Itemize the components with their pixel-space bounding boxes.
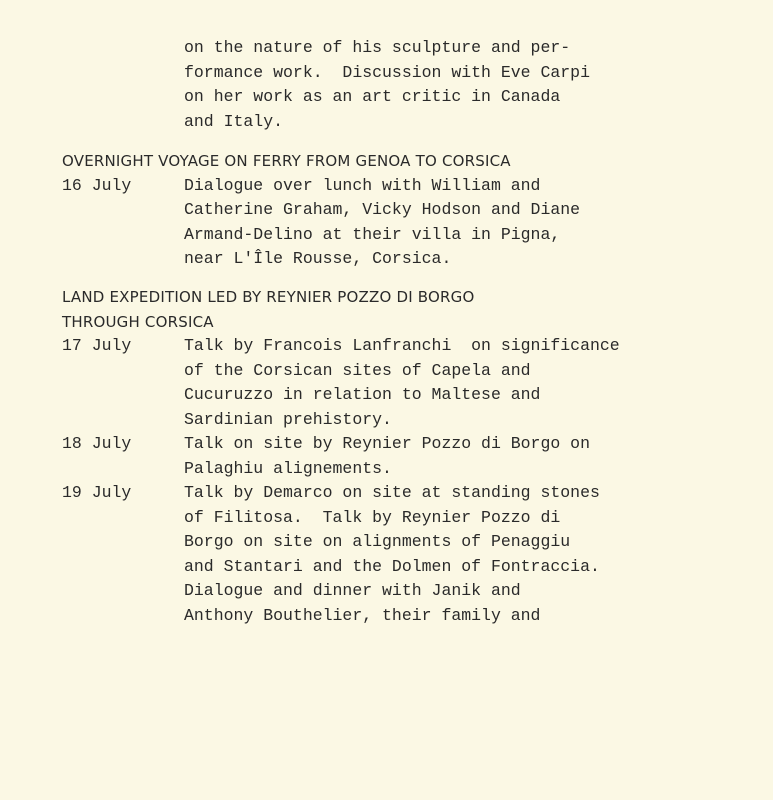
entry-line: Catherine Graham, Vicky Hodson and Diane: [184, 200, 581, 219]
entry-line: Armand-Delino at their villa in Pigna,: [184, 224, 561, 244]
continuation-line-3: on her work as an art critic in Canada: [184, 87, 561, 106]
entry-line: of the Corsican sites of Capela and: [184, 360, 531, 380]
entry-line: Talk on site by Reynier Pozzo di Borgo on: [184, 434, 590, 453]
section-heading-line-1: LAND EXPEDITION LED BY REYNIER POZZO DI BORGO: [62, 288, 475, 306]
entry-line: Talk by Francois Lanfranchi on significance: [184, 336, 620, 355]
entry-line: of Filitosa. Talk by Reynier Pozzo di: [184, 507, 561, 527]
entry-line: Palaghiu alignements.: [184, 458, 392, 478]
entry-18-july: [62, 432, 762, 481]
entry-body: [62, 174, 762, 272]
entry-line: Talk by Demarco on site at standing stones: [184, 483, 600, 502]
entry-line: Dialogue over lunch with William and: [184, 175, 541, 195]
entry-line: and Stantari and the Dolmen of Fontraccia.: [184, 556, 600, 576]
entry-17-july: [62, 334, 762, 432]
section-ferry-voyage: [62, 149, 762, 272]
continuation-paragraph: [62, 36, 762, 134]
entry-date: 17 July: [62, 336, 132, 355]
entry-body: [62, 432, 762, 481]
entry-line: Anthony Bouthelier, their family and: [184, 605, 541, 625]
entry-line: Dialogue and dinner with Janik and: [184, 581, 521, 600]
entry-line: Borgo on site on alignments of Penaggiu: [184, 532, 571, 551]
entry-19-july: [62, 481, 762, 628]
entry-16-july: [62, 174, 762, 272]
section-heading: OVERNIGHT VOYAGE ON FERRY FROM GENOA TO CORSICA: [62, 152, 511, 170]
entry-body: [62, 334, 762, 432]
continuation-line-2: formance work. Discussion with Eve Carpi: [184, 62, 590, 82]
entry-body: [62, 481, 762, 628]
entry-line: Sardinian prehistory.: [184, 409, 392, 429]
entry-date: 19 July: [62, 483, 132, 502]
continuation-line-1: on the nature of his sculpture and per-: [184, 38, 571, 57]
section-heading-line-2: THROUGH CORSICA: [62, 312, 214, 331]
entry-line: Cucuruzzo in relation to Maltese and: [184, 385, 541, 404]
section-land-expedition: [62, 285, 762, 628]
entry-date: 16 July: [62, 175, 132, 195]
continuation-line-4: and Italy.: [184, 111, 284, 131]
entry-date: 18 July: [62, 434, 132, 453]
entry-line: near L'Île Rousse, Corsica.: [184, 249, 452, 268]
